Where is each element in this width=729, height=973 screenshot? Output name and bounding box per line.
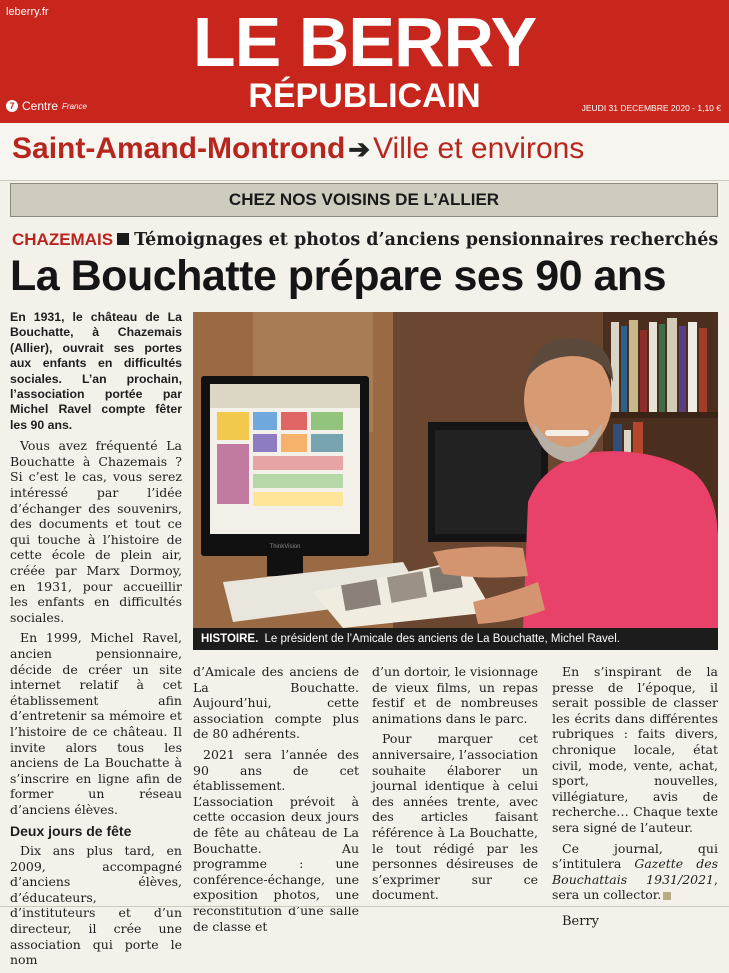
article-photo bbox=[193, 312, 718, 628]
final-text-start: Ce journal, qui s’intitulera bbox=[552, 840, 718, 872]
arrow-right-icon: ➔ bbox=[348, 134, 371, 164]
group-name-small: France bbox=[62, 101, 87, 111]
issue-date-price: JEUDI 31 DECEMBRE 2020 - 1,10 € bbox=[581, 103, 721, 113]
end-mark-icon bbox=[663, 892, 671, 900]
kicker bbox=[12, 228, 718, 250]
paragraph: d’un dortoir, le visionnage de vieux films, un repas festif et de nombreuses animations dans le parc. bbox=[372, 664, 538, 726]
article-column-4 bbox=[552, 664, 718, 908]
centre-france-logo-icon: 7 bbox=[6, 100, 18, 112]
kicker-place: CHAZEMAIS bbox=[12, 230, 114, 249]
photo-caption bbox=[193, 628, 718, 650]
caption-text: Le président de l’Amicale des anciens de La Bouchatte, Michel Ravel. bbox=[264, 633, 620, 645]
article-lead: En 1931, le château de La Bouchatte, à Chazemais (Allier), ouvrait ses portes aux enfants en difficultés sociales. L’an prochain, l’association portée par Michel Ravel compte fêter les 90 ans. bbox=[10, 310, 182, 432]
group-logo bbox=[6, 99, 87, 113]
masthead bbox=[0, 0, 729, 123]
byline: Berry bbox=[562, 914, 600, 929]
kicker-deck: Témoignages et photos d’anciens pensionnaires recherchés bbox=[134, 230, 719, 250]
paragraph: 2021 sera l’année des 90 ans de cet établissement. L’association prévoit à cette occasion deux jours de fête au château de La Bouchatte. Au programme : une conférence-échange, une exposition photos, une reconstitution d’une salle de classe et bbox=[193, 746, 359, 934]
headline: La Bouchatte prépare ses 90 ans bbox=[10, 252, 667, 300]
photo-illustration bbox=[193, 312, 718, 628]
caption-label: HISTOIRE. bbox=[201, 633, 259, 645]
paragraph: Pour marquer cet anniversaire, l’association souhaite élaborer un journal identique à celui des années trente, avec des articles faisant référence à La Bouchatte, le tout rédigé par les personnes désireuses de s’exprimer sur ce document. bbox=[372, 731, 538, 903]
paragraph: Vous avez fréquenté La Bouchatte à Chazemais ? Si c’est le cas, vous serez intéressé par l’idée d’échanger des souvenirs, des documents et tout ce qui touche à l’histoire de cette école de plein air, créée par Marx Dormoy, en 1931, pour accueillir les enfants en difficultés sociales. bbox=[10, 438, 182, 625]
paragraph: En s’inspirant de la presse de l’époque, il serait possible de classer les écrits dans différentes rubriques : faits divers, chronique locale, état civil, mode, vente, achat, sport, nouvelles, villégiature, avis de recherche… Chaque texte sera signé de l’auteur. bbox=[552, 664, 718, 835]
newspaper-subtitle: RÉPUBLICAIN bbox=[248, 77, 481, 115]
paragraph: Dix ans plus tard, en 2009, accompagné d’anciens élèves, d’éducateurs, d’instituteurs et d’un directeur, il crée une association qui porte le nom bbox=[10, 843, 182, 968]
bottom-rule bbox=[0, 906, 729, 907]
paragraph-final bbox=[552, 841, 718, 903]
article-column-2 bbox=[193, 664, 359, 939]
group-name: Centre bbox=[22, 99, 59, 113]
square-bullet-icon bbox=[117, 233, 129, 245]
section-title bbox=[12, 132, 584, 166]
article-column-3 bbox=[372, 664, 538, 908]
site-url: leberry.fr bbox=[6, 6, 49, 18]
subheading: Deux jours de fête bbox=[10, 822, 132, 839]
paragraph: En 1999, Michel Ravel, ancien pensionnaire, décide de créer un site internet relatif à cet établissement afin d’entretenir sa mémoire et l’histoire de ce château. Il invite alors tous les anciens de La Bouchatte à s’inscrire en ligne afin de former un réseau d’anciens élèves. bbox=[10, 630, 182, 817]
section-subtitle: Ville et environs bbox=[373, 132, 585, 165]
rubric-banner: CHEZ NOS VOISINS DE L’ALLIER bbox=[10, 183, 718, 217]
newspaper-title: LE BERRY bbox=[192, 3, 537, 81]
section-town: Saint-Amand-Montrond bbox=[12, 132, 346, 165]
final-text-end: , sera un collector. bbox=[552, 871, 718, 903]
article-column-1 bbox=[10, 310, 182, 973]
paragraph: d’Amicale des anciens de La Bouchatte. Aujourd’hui, cette association compte plus de 80 adhérents. bbox=[193, 664, 359, 742]
gazette-title: Gazette des Bouchattais 1931/2021 bbox=[552, 856, 719, 887]
monitor-brand: ThinkVision bbox=[269, 544, 301, 550]
